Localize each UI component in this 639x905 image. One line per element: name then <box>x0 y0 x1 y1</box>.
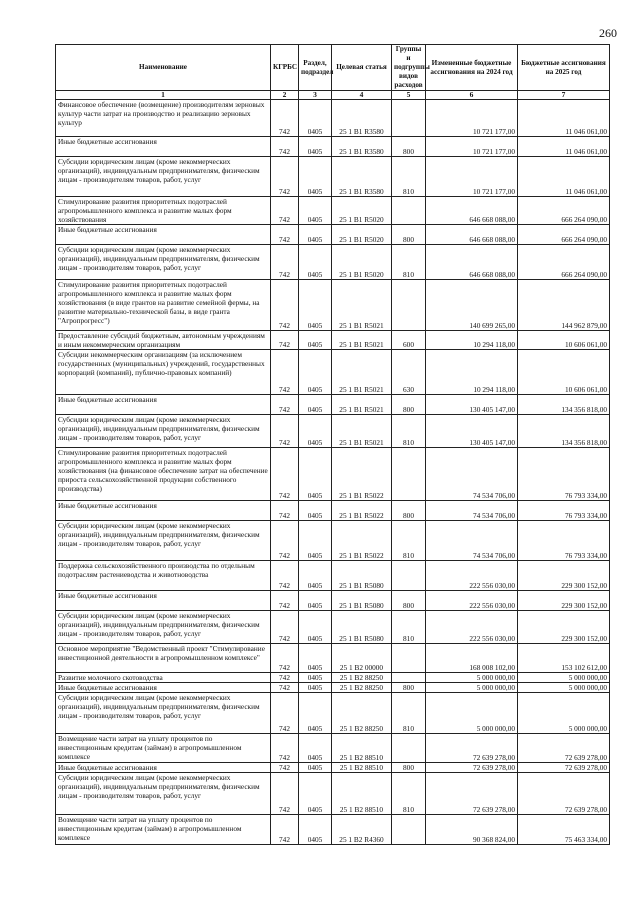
row-amount-2025: 76 793 334,00 <box>518 521 610 561</box>
table-row <box>56 225 610 245</box>
row-expense-group <box>392 734 426 763</box>
table-row <box>56 197 610 225</box>
row-name: Субсидии юридическим лицам (кроме некоммерческих организаций), индивидуальным предпринимателям, физическим лицам - производителям товаров, работ, услуг <box>56 773 271 815</box>
row-target-article: 25 1 В2 88250 <box>332 693 392 734</box>
row-name: Возмещение части затрат на уплату процентов по инвестиционным кредитам (займам) в агропромышленном комплексе <box>56 734 271 763</box>
row-razdel: 0405 <box>299 197 332 225</box>
row-razdel: 0405 <box>299 763 332 773</box>
row-amount-2024: 74 534 706,00 <box>426 448 518 501</box>
row-amount-2025: 11 046 061,00 <box>518 100 610 137</box>
table-row <box>56 773 610 815</box>
row-amount-2024: 130 405 147,00 <box>426 415 518 448</box>
row-kgrbs: 742 <box>271 137 299 157</box>
row-expense-group: 810 <box>392 245 426 280</box>
row-expense-group <box>392 815 426 845</box>
row-target-article: 25 1 В1 R5021 <box>332 395 392 415</box>
column-number: 4 <box>332 91 392 100</box>
row-amount-2024: 72 639 278,00 <box>426 763 518 773</box>
row-expense-group: 800 <box>392 137 426 157</box>
row-razdel: 0405 <box>299 561 332 591</box>
row-kgrbs: 742 <box>271 225 299 245</box>
row-target-article: 25 1 В2 88250 <box>332 673 392 683</box>
row-target-article: 25 1 В1 R5020 <box>332 225 392 245</box>
row-target-article: 25 1 В2 88250 <box>332 683 392 693</box>
row-kgrbs: 742 <box>271 611 299 644</box>
row-target-article: 25 1 В1 R3580 <box>332 100 392 137</box>
row-amount-2025: 72 639 278,00 <box>518 773 610 815</box>
row-razdel: 0405 <box>299 683 332 693</box>
row-kgrbs: 742 <box>271 501 299 521</box>
table-row <box>56 561 610 591</box>
row-amount-2025: 75 463 334,00 <box>518 815 610 845</box>
header-name: Наименование <box>56 45 271 91</box>
header-kgrbs: КГРБС <box>271 45 299 91</box>
row-kgrbs: 742 <box>271 763 299 773</box>
row-kgrbs: 742 <box>271 683 299 693</box>
table-row <box>56 280 610 331</box>
row-amount-2024: 10 721 177,00 <box>426 137 518 157</box>
header-razdel: Раздел, подраздел <box>299 45 332 91</box>
row-kgrbs: 742 <box>271 245 299 280</box>
row-expense-group: 630 <box>392 350 426 395</box>
row-razdel: 0405 <box>299 280 332 331</box>
row-kgrbs: 742 <box>271 448 299 501</box>
row-target-article: 25 1 В2 88510 <box>332 763 392 773</box>
row-razdel: 0405 <box>299 501 332 521</box>
table-row <box>56 501 610 521</box>
table-row <box>56 683 610 693</box>
table-row <box>56 245 610 280</box>
row-expense-group: 600 <box>392 331 426 350</box>
row-name: Иные бюджетные ассигнования <box>56 225 271 245</box>
row-amount-2024: 5 000 000,00 <box>426 673 518 683</box>
row-amount-2024: 5 000 000,00 <box>426 683 518 693</box>
column-number: 5 <box>392 91 426 100</box>
row-razdel: 0405 <box>299 157 332 197</box>
row-kgrbs: 742 <box>271 157 299 197</box>
row-name: Субсидии юридическим лицам (кроме некоммерческих организаций), индивидуальным предпринимателям, физическим лицам - производителям товаров, работ, услуг <box>56 415 271 448</box>
row-amount-2025: 72 639 278,00 <box>518 734 610 763</box>
row-amount-2025: 153 102 612,00 <box>518 644 610 673</box>
row-expense-group <box>392 448 426 501</box>
row-amount-2025: 5 000 000,00 <box>518 673 610 683</box>
row-expense-group <box>392 100 426 137</box>
row-target-article: 25 1 В2 R4360 <box>332 815 392 845</box>
row-razdel: 0405 <box>299 331 332 350</box>
row-name: Иные бюджетные ассигнования <box>56 501 271 521</box>
row-target-article: 25 1 В1 R5021 <box>332 415 392 448</box>
row-razdel: 0405 <box>299 773 332 815</box>
row-target-article: 25 1 В2 88510 <box>332 734 392 763</box>
row-kgrbs: 742 <box>271 734 299 763</box>
row-razdel: 0405 <box>299 521 332 561</box>
row-name: Основное мероприятие "Ведомственный проект "Стимулирование инвестиционной деятельности в агропромышленном комплексе" <box>56 644 271 673</box>
row-expense-group <box>392 280 426 331</box>
column-number: 7 <box>518 91 610 100</box>
row-amount-2025: 134 356 818,00 <box>518 415 610 448</box>
row-amount-2024: 10 294 118,00 <box>426 350 518 395</box>
row-amount-2025: 666 264 090,00 <box>518 245 610 280</box>
row-kgrbs: 742 <box>271 395 299 415</box>
column-number: 1 <box>56 91 271 100</box>
table-row <box>56 591 610 611</box>
row-amount-2025: 134 356 818,00 <box>518 395 610 415</box>
row-razdel: 0405 <box>299 734 332 763</box>
row-amount-2024: 72 639 278,00 <box>426 773 518 815</box>
table-row <box>56 644 610 673</box>
row-amount-2024: 74 534 706,00 <box>426 521 518 561</box>
page-number: 260 <box>599 26 617 40</box>
row-name: Стимулирование развития приоритетных подотраслей агропромышленного комплекса и развитие малых форм хозяйствования (на финансовое обеспечение затрат на обеспечение прироста сельскохозяйственной продукции собственного производства) <box>56 448 271 501</box>
row-target-article: 25 1 В1 R3580 <box>332 157 392 197</box>
table-row <box>56 673 610 683</box>
table-row <box>56 100 610 137</box>
row-amount-2024: 646 668 088,00 <box>426 225 518 245</box>
table-row <box>56 415 610 448</box>
row-kgrbs: 742 <box>271 693 299 734</box>
row-expense-group: 800 <box>392 763 426 773</box>
row-target-article: 25 1 В1 R3580 <box>332 137 392 157</box>
row-amount-2025: 229 300 152,00 <box>518 561 610 591</box>
row-amount-2025: 5 000 000,00 <box>518 683 610 693</box>
header-group: Группы и подгруппы видов расходов <box>392 45 426 91</box>
row-expense-group: 800 <box>392 591 426 611</box>
row-amount-2024: 222 556 030,00 <box>426 611 518 644</box>
row-expense-group: 800 <box>392 225 426 245</box>
row-name: Субсидии некоммерческим организациям (за исключением государственных (муниципальных) учреждений, государственных корпораций (компаний), публично-правовых компаний) <box>56 350 271 395</box>
row-expense-group: 800 <box>392 683 426 693</box>
row-expense-group <box>392 197 426 225</box>
row-razdel: 0405 <box>299 815 332 845</box>
row-target-article: 25 1 В1 R5022 <box>332 521 392 561</box>
row-amount-2025: 229 300 152,00 <box>518 611 610 644</box>
row-amount-2024: 74 534 706,00 <box>426 501 518 521</box>
row-expense-group <box>392 644 426 673</box>
row-name: Финансовое обеспечение (возмещение) производителям зерновых культур части затрат на производство и реализацию зерновых культур <box>56 100 271 137</box>
table-row <box>56 157 610 197</box>
row-razdel: 0405 <box>299 591 332 611</box>
column-number: 6 <box>426 91 518 100</box>
row-expense-group: 800 <box>392 501 426 521</box>
row-razdel: 0405 <box>299 395 332 415</box>
row-amount-2025: 76 793 334,00 <box>518 448 610 501</box>
row-kgrbs: 742 <box>271 773 299 815</box>
row-amount-2024: 10 721 177,00 <box>426 100 518 137</box>
table-row <box>56 350 610 395</box>
row-kgrbs: 742 <box>271 561 299 591</box>
row-razdel: 0405 <box>299 415 332 448</box>
budget-table <box>55 44 610 845</box>
row-expense-group: 800 <box>392 395 426 415</box>
row-razdel: 0405 <box>299 611 332 644</box>
row-razdel: 0405 <box>299 448 332 501</box>
row-name: Развитие молочного скотоводства <box>56 673 271 683</box>
row-amount-2024: 90 368 824,00 <box>426 815 518 845</box>
row-amount-2024: 72 639 278,00 <box>426 734 518 763</box>
row-name: Иные бюджетные ассигнования <box>56 763 271 773</box>
column-number-row <box>56 91 610 100</box>
row-name: Субсидии юридическим лицам (кроме некоммерческих организаций), индивидуальным предпринимателям, физическим лицам - производителям товаров, работ, услуг <box>56 521 271 561</box>
row-razdel: 0405 <box>299 245 332 280</box>
row-expense-group <box>392 673 426 683</box>
column-number: 2 <box>271 91 299 100</box>
row-amount-2025: 11 046 061,00 <box>518 137 610 157</box>
row-target-article: 25 1 В1 R5080 <box>332 561 392 591</box>
row-amount-2025: 10 606 061,00 <box>518 350 610 395</box>
row-amount-2025: 72 639 278,00 <box>518 763 610 773</box>
row-target-article: 25 1 В1 R5021 <box>332 280 392 331</box>
row-amount-2024: 5 000 000,00 <box>426 693 518 734</box>
row-razdel: 0405 <box>299 350 332 395</box>
table-row <box>56 395 610 415</box>
table-row <box>56 448 610 501</box>
table-row <box>56 331 610 350</box>
row-amount-2025: 76 793 334,00 <box>518 501 610 521</box>
row-name: Субсидии юридическим лицам (кроме некоммерческих организаций), индивидуальным предпринимателям, физическим лицам - производителям товаров, работ, услуг <box>56 693 271 734</box>
row-target-article: 25 1 В2 88510 <box>332 773 392 815</box>
row-name: Возмещение части затрат на уплату процентов по инвестиционным кредитам (займам) в агропромышленном комплексе <box>56 815 271 845</box>
row-target-article: 25 1 В1 R5020 <box>332 197 392 225</box>
table-row <box>56 734 610 763</box>
row-kgrbs: 742 <box>271 350 299 395</box>
row-name: Субсидии юридическим лицам (кроме некоммерческих организаций), индивидуальным предпринимателям, физическим лицам - производителям товаров, работ, услуг <box>56 611 271 644</box>
row-target-article: 25 1 В1 R5021 <box>332 350 392 395</box>
row-razdel: 0405 <box>299 225 332 245</box>
row-target-article: 25 1 В1 R5022 <box>332 501 392 521</box>
row-amount-2024: 130 405 147,00 <box>426 395 518 415</box>
table-body <box>56 100 610 845</box>
row-razdel: 0405 <box>299 137 332 157</box>
row-expense-group: 810 <box>392 773 426 815</box>
header-target: Целевая статья <box>332 45 392 91</box>
row-amount-2025: 144 962 879,00 <box>518 280 610 331</box>
row-target-article: 25 1 В1 R5080 <box>332 611 392 644</box>
row-expense-group: 810 <box>392 521 426 561</box>
row-name: Поддержка сельскохозяйственного производства по отдельным подотраслям растениеводства и животноводства <box>56 561 271 591</box>
row-amount-2024: 168 008 102,00 <box>426 644 518 673</box>
row-name: Иные бюджетные ассигнования <box>56 395 271 415</box>
header-2025: Бюджетные ассигнования на 2025 год <box>518 45 610 91</box>
row-target-article: 25 1 В2 00000 <box>332 644 392 673</box>
row-amount-2024: 222 556 030,00 <box>426 561 518 591</box>
row-amount-2024: 646 668 088,00 <box>426 197 518 225</box>
row-amount-2025: 229 300 152,00 <box>518 591 610 611</box>
row-kgrbs: 742 <box>271 815 299 845</box>
row-kgrbs: 742 <box>271 673 299 683</box>
row-amount-2025: 5 000 000,00 <box>518 693 610 734</box>
row-kgrbs: 742 <box>271 197 299 225</box>
row-name: Иные бюджетные ассигнования <box>56 137 271 157</box>
row-razdel: 0405 <box>299 100 332 137</box>
row-expense-group <box>392 561 426 591</box>
row-expense-group: 810 <box>392 157 426 197</box>
row-amount-2025: 666 264 090,00 <box>518 225 610 245</box>
row-kgrbs: 742 <box>271 331 299 350</box>
row-razdel: 0405 <box>299 693 332 734</box>
row-expense-group: 810 <box>392 611 426 644</box>
row-name: Предоставление субсидий бюджетным, автономным учреждениям и иным некоммерческим организациям <box>56 331 271 350</box>
table-row <box>56 693 610 734</box>
row-name: Иные бюджетные ассигнования <box>56 683 271 693</box>
row-name: Стимулирование развития приоритетных подотраслей агропромышленного комплекса и развитие малых форм хозяйствования <box>56 197 271 225</box>
row-amount-2025: 10 606 061,00 <box>518 331 610 350</box>
table-row <box>56 815 610 845</box>
table-row <box>56 611 610 644</box>
row-kgrbs: 742 <box>271 280 299 331</box>
row-target-article: 25 1 В1 R5021 <box>332 331 392 350</box>
row-expense-group: 810 <box>392 415 426 448</box>
row-expense-group: 810 <box>392 693 426 734</box>
table-row <box>56 763 610 773</box>
column-number: 3 <box>299 91 332 100</box>
row-amount-2024: 222 556 030,00 <box>426 591 518 611</box>
row-target-article: 25 1 В1 R5022 <box>332 448 392 501</box>
row-razdel: 0405 <box>299 673 332 683</box>
row-kgrbs: 742 <box>271 521 299 561</box>
row-name: Субсидии юридическим лицам (кроме некоммерческих организаций), индивидуальным предпринимателям, физическим лицам - производителям товаров, работ, услуг <box>56 157 271 197</box>
row-kgrbs: 742 <box>271 644 299 673</box>
row-amount-2025: 666 264 090,00 <box>518 197 610 225</box>
header-row <box>56 45 610 91</box>
row-razdel: 0405 <box>299 644 332 673</box>
row-amount-2024: 10 721 177,00 <box>426 157 518 197</box>
table-row <box>56 521 610 561</box>
row-name: Стимулирование развития приоритетных подотраслей агропромышленного комплекса и развитие малых форм хозяйствования (в виде грантов на развитие семейной фермы, на развитие материально-технической базы, в виде гранта "Агропрогресс") <box>56 280 271 331</box>
table-row <box>56 137 610 157</box>
row-amount-2025: 11 046 061,00 <box>518 157 610 197</box>
row-name: Субсидии юридическим лицам (кроме некоммерческих организаций), индивидуальным предпринимателям, физическим лицам - производителям товаров, работ, услуг <box>56 245 271 280</box>
row-kgrbs: 742 <box>271 100 299 137</box>
header-2024: Измененные бюджетные ассигнования на 2024 год <box>426 45 518 91</box>
row-target-article: 25 1 В1 R5020 <box>332 245 392 280</box>
row-amount-2024: 10 294 118,00 <box>426 331 518 350</box>
row-amount-2024: 646 668 088,00 <box>426 245 518 280</box>
row-target-article: 25 1 В1 R5080 <box>332 591 392 611</box>
row-name: Иные бюджетные ассигнования <box>56 591 271 611</box>
row-kgrbs: 742 <box>271 415 299 448</box>
row-amount-2024: 140 699 265,00 <box>426 280 518 331</box>
row-kgrbs: 742 <box>271 591 299 611</box>
